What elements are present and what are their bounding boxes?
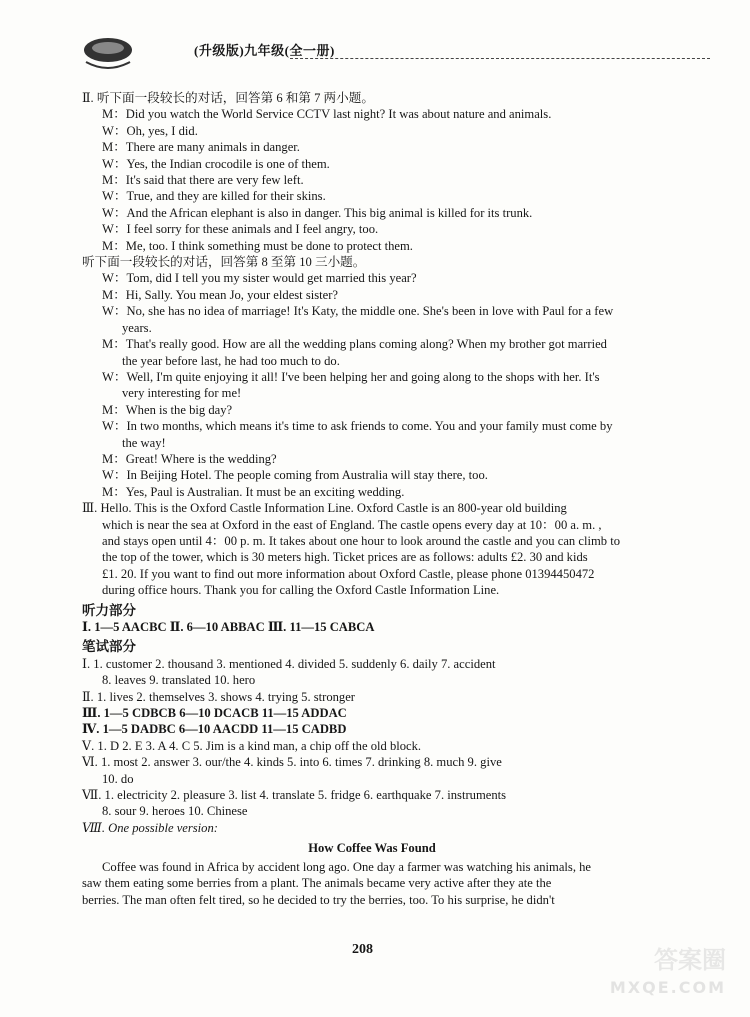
- written-answers: [82, 656, 662, 836]
- text-line: M：There are many animals in danger.: [102, 140, 300, 155]
- answer-line: Ⅷ. One possible version:: [82, 820, 218, 835]
- essay-line: Coffee was found in Africa by accident long ago. One day a farmer was watching his animals, he: [102, 859, 592, 874]
- text-line: W：Well, I'm quite enjoying it all! I've been helping her and going along to the shops with her. It's: [102, 369, 600, 384]
- text-line: which is near the sea at Oxford in the east of England. The castle opens every day at 10：00 a. m. ,: [102, 517, 602, 532]
- text-line: very interesting for me!: [122, 386, 242, 401]
- header-divider: [290, 58, 710, 59]
- essay-line: saw them eating some berries from a plant. The animals became very active after they ate the: [82, 876, 552, 891]
- text-line: during office hours. Thank you for calling the Oxford Castle Information Line.: [102, 583, 500, 598]
- text-line: years.: [122, 320, 152, 335]
- text-line: W：In two months, which means it's time to ask friends to come. You and your family must come by: [102, 419, 613, 434]
- text-line: M：It's said that there are very few left.: [102, 173, 304, 188]
- text-line: the way!: [122, 435, 166, 450]
- text-line: Ⅲ. Hello. This is the Oxford Castle Information Line. Oxford Castle is an 800-year old building: [82, 501, 567, 516]
- text-line: W：No, she has no idea of marriage! It's Katy, the middle one. She's been in love with Paul for a few: [102, 304, 614, 319]
- watermark-text: MXQE.COM: [609, 978, 726, 997]
- text-line: M：Hi, Sally. You mean Jo, your eldest sister?: [102, 287, 339, 302]
- answer-line: Ⅲ. 1—5 CDBCB 6—10 DCACB 11—15 ADDAC: [82, 706, 347, 721]
- listening-section-title: 听力部分: [82, 602, 136, 619]
- listening-script: [82, 90, 662, 599]
- text-line: W：Yes, the Indian crocodile is one of them.: [102, 156, 330, 171]
- text-line: Ⅱ. 听下面一段较长的对话，回答第 6 和第 7 两小题。: [82, 91, 374, 105]
- text-line: W：Oh, yes, I did.: [102, 123, 198, 138]
- answer-line: 10. do: [102, 771, 134, 786]
- text-line: 听下面一段较长的对话，回答第 8 至第 10 三小题。: [82, 255, 366, 270]
- text-line: the year before last, he had too much to do.: [122, 353, 340, 368]
- text-line: W：Tom, did I tell you my sister would get married this year?: [102, 271, 417, 286]
- site-watermark: [602, 946, 742, 1009]
- essay-body: [82, 859, 662, 908]
- written-section-title: 笔试部分: [82, 639, 136, 656]
- text-line: and stays open until 4：00 p. m. It takes about one hour to look around the castle and you can climb to: [102, 533, 620, 548]
- text-line: M：Did you watch the World Service CCTV last night? It was about nature and animals.: [102, 107, 552, 122]
- essay-line: berries. The man often felt tired, so he decided to try the berries, too. To his surprise, he didn't: [82, 892, 555, 907]
- answer-line: Ⅰ. 1. customer 2. thousand 3. mentioned 4. divided 5. suddenly 6. daily 7. accident: [82, 656, 496, 671]
- text-line: £1. 20. If you want to find out more information about Oxford Castle, please phone 01394450472: [102, 566, 595, 581]
- book-logo-icon: [80, 32, 136, 72]
- text-line: W：I feel sorry for these animals and I feel angry, too.: [102, 222, 379, 237]
- page-header: [60, 30, 710, 78]
- answer-line: Ⅶ. 1. electricity 2. pleasure 3. list 4. translate 5. fridge 6. earthquake 7. instruments: [82, 788, 507, 803]
- answer-line: 8. sour 9. heroes 10. Chinese: [102, 804, 248, 819]
- text-line: M：Yes, Paul is Australian. It must be an exciting wedding.: [102, 484, 405, 499]
- watermark-glyph: 答案圈: [654, 946, 726, 974]
- text-line: W：And the African elephant is also in danger. This big animal is killed for its trunk.: [102, 205, 533, 220]
- page-number: 208: [352, 942, 373, 957]
- text-line: the top of the tower, which is 30 meters high. Ticket prices are as follows: adults £2. 30 and kids: [102, 550, 588, 565]
- page-content: [82, 90, 662, 908]
- text-line: M：That's really good. How are all the wedding plans coming along? When my brother got married: [102, 337, 607, 352]
- text-line: W：In Beijing Hotel. The people coming from Australia will stay there, too.: [102, 468, 488, 483]
- text-line: W：True, and they are killed for their skins.: [102, 189, 326, 204]
- text-line: M：Me, too. I think something must be done to protect them.: [102, 238, 413, 253]
- text-line: M：Great! Where is the wedding?: [102, 451, 277, 466]
- answer-line: 8. leaves 9. translated 10. hero: [102, 673, 256, 688]
- listening-answers: Ⅰ. 1—5 AACBC Ⅱ. 6—10 ABBAC Ⅲ. 11—15 CABCA: [82, 620, 375, 634]
- answer-line: Ⅳ. 1—5 DADBC 6—10 AACDD 11—15 CADBD: [82, 722, 347, 737]
- text-line: M：When is the big day?: [102, 402, 233, 417]
- answer-line: Ⅵ. 1. most 2. answer 3. our/the 4. kinds 5. into 6. times 7. drinking 8. much 9. give: [82, 755, 502, 770]
- header-title: (升级版)九年级(全一册): [194, 43, 335, 58]
- answer-line: Ⅱ. 1. lives 2. themselves 3. shows 4. trying 5. stronger: [82, 689, 356, 704]
- answer-line: Ⅴ. 1. D 2. E 3. A 4. C 5. Jim is a kind man, a chip off the old block.: [82, 738, 422, 753]
- essay-title: How Coffee Was Found: [308, 841, 436, 856]
